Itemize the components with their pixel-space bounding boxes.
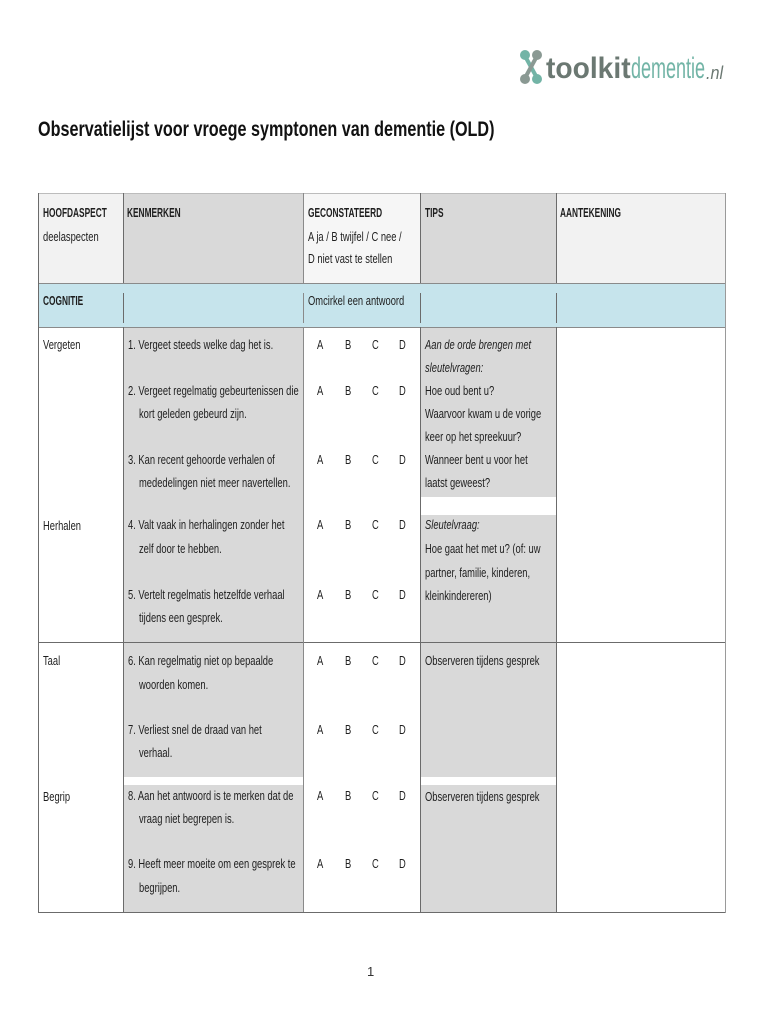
tip-line: laatst geweest? [425, 475, 491, 490]
logo-brand-primary: toolkit [546, 52, 631, 85]
item-line: 1. Vergeet steeds welke dag het is. [128, 337, 274, 352]
table-rule [38, 912, 726, 913]
item-line: tijdens een gesprek. [139, 610, 223, 625]
table-rule [303, 193, 304, 283]
answer-legend-line: A ja / B twijfel / C nee / [308, 229, 402, 244]
answer-legend-line: D niet vast te stellen [308, 251, 393, 266]
tip-line: Observeren tijdens gesprek [425, 789, 540, 804]
answer-option-b: B [345, 653, 352, 668]
item-line: 6. Kan regelmatig niet op bepaalde [128, 653, 274, 668]
table-rule [556, 293, 557, 323]
aspect-label: Taal [43, 653, 61, 668]
header-kenmerken: KENMERKEN [127, 205, 181, 220]
answer-option-c: C [372, 856, 379, 871]
aspect-label: Begrip [43, 789, 71, 804]
answer-option-b: B [345, 722, 352, 737]
table-rule [38, 283, 726, 284]
item-line: mededelingen niet meer navertellen. [139, 475, 291, 490]
document-title: Observatielijst voor vroege symptonen van dementie (OLD) [38, 118, 495, 141]
item-line: kort geleden gebeurd zijn. [139, 406, 247, 421]
answer-option-a: A [317, 383, 324, 398]
answer-option-b: B [345, 856, 352, 871]
tip-line: Hoe gaat het met u? (of: uw [425, 541, 541, 556]
table-rule [420, 193, 421, 283]
tip-line: keer op het spreekuur? [425, 429, 522, 444]
item-line: 7. Verliest snel de draad van het [128, 722, 262, 737]
aspect-label: Vergeten [43, 337, 81, 352]
header-aantekening: AANTEKENING [560, 205, 622, 220]
tip-heading-line: Aan de orde brengen met [425, 337, 532, 352]
answer-option-d: D [399, 452, 406, 467]
item-line: 2. Vergeet regelmatig gebeurtenissen die [128, 383, 299, 398]
section-label: COGNITIE [43, 293, 84, 308]
answer-option-a: A [317, 788, 324, 803]
logo-brand-secondary: dementie [631, 52, 706, 85]
header-deelaspecten: deelaspecten [43, 229, 99, 244]
answer-options [317, 653, 417, 669]
tip-line: Hoe oud bent u? [425, 383, 495, 398]
answer-option-b: B [345, 517, 352, 532]
header-hoofdaspect: HOOFDASPECT [43, 205, 107, 220]
answer-option-a: A [317, 856, 324, 871]
item-line: zelf door te hebben. [139, 541, 222, 556]
section-instruction: Omcirkel een antwoord [308, 293, 405, 308]
table-rule [725, 193, 726, 913]
answer-option-b: B [345, 337, 352, 352]
tip-line: partner, familie, kinderen, [425, 565, 531, 580]
tip-line: Wanneer bent u voor het [425, 452, 528, 467]
tip-line: Waarvoor kwam u de vorige [425, 406, 542, 421]
answer-option-c: C [372, 587, 379, 602]
answer-option-a: A [317, 653, 324, 668]
answer-option-c: C [372, 517, 379, 532]
clover-logo-icon [519, 48, 543, 86]
answer-option-c: C [372, 452, 379, 467]
tip-line: Observeren tijdens gesprek [425, 653, 540, 668]
table-rule [38, 327, 726, 328]
item-line: begrijpen. [139, 880, 181, 895]
tip-heading-line: sleutelvragen: [425, 360, 484, 375]
tip-heading-line: Sleutelvraag: [425, 517, 480, 532]
answer-option-a: A [317, 517, 324, 532]
answer-options [317, 337, 417, 353]
answer-option-a: A [317, 452, 324, 467]
answer-options [317, 788, 417, 804]
answer-option-c: C [372, 788, 379, 803]
answer-option-d: D [399, 383, 406, 398]
item-line: 9. Heeft meer moeite om een gesprek te [128, 856, 296, 871]
answer-option-d: D [399, 337, 406, 352]
answer-option-d: D [399, 517, 406, 532]
header-tips: TIPS [425, 205, 444, 220]
answer-option-c: C [372, 383, 379, 398]
answer-options [317, 856, 417, 872]
answer-options [317, 383, 417, 399]
tip-line: kleinkindereren) [425, 588, 492, 603]
table-rule [38, 193, 726, 194]
item-line: 4. Valt vaak in herhalingen zonder het [128, 517, 285, 532]
answer-option-d: D [399, 653, 406, 668]
table-rule [38, 193, 39, 913]
table-rule [420, 293, 421, 323]
answer-options [317, 722, 417, 738]
aspect-label: Herhalen [43, 518, 81, 533]
table-rule [38, 642, 726, 643]
answer-option-c: C [372, 722, 379, 737]
table-rule [303, 293, 304, 323]
item-line: 3. Kan recent gehoorde verhalen of [128, 452, 275, 467]
answer-option-b: B [345, 452, 352, 467]
item-line: 5. Vertelt regelmatis hetzelfde verhaal [128, 587, 285, 602]
answer-option-b: B [345, 383, 352, 398]
table-rule [303, 327, 304, 912]
table-rule [123, 327, 124, 912]
answer-options [317, 517, 417, 533]
answer-option-d: D [399, 722, 406, 737]
answer-option-d: D [399, 587, 406, 602]
page-number: 1 [367, 964, 375, 979]
answer-option-a: A [317, 587, 324, 602]
answer-options [317, 587, 417, 603]
item-line: 8. Aan het antwoord is te merken dat de [128, 788, 294, 803]
answer-option-c: C [372, 653, 379, 668]
table-rule [556, 193, 557, 283]
table-rule [556, 327, 557, 912]
answer-option-d: D [399, 788, 406, 803]
answer-option-b: B [345, 788, 352, 803]
item-line: woorden komen. [139, 677, 209, 692]
answer-option-a: A [317, 722, 324, 737]
table-rule [123, 193, 124, 283]
logo-tld: .nl [706, 63, 724, 83]
table-rule [123, 293, 124, 323]
header-geconstateerd: GECONSTATEERD [308, 205, 383, 220]
answer-option-d: D [399, 856, 406, 871]
answer-options [317, 452, 417, 468]
item-line: vraag niet begrepen is. [139, 811, 235, 826]
answer-option-b: B [345, 587, 352, 602]
table-rule [420, 327, 421, 912]
answer-option-c: C [372, 337, 379, 352]
answer-option-a: A [317, 337, 324, 352]
item-line: verhaal. [139, 745, 173, 760]
